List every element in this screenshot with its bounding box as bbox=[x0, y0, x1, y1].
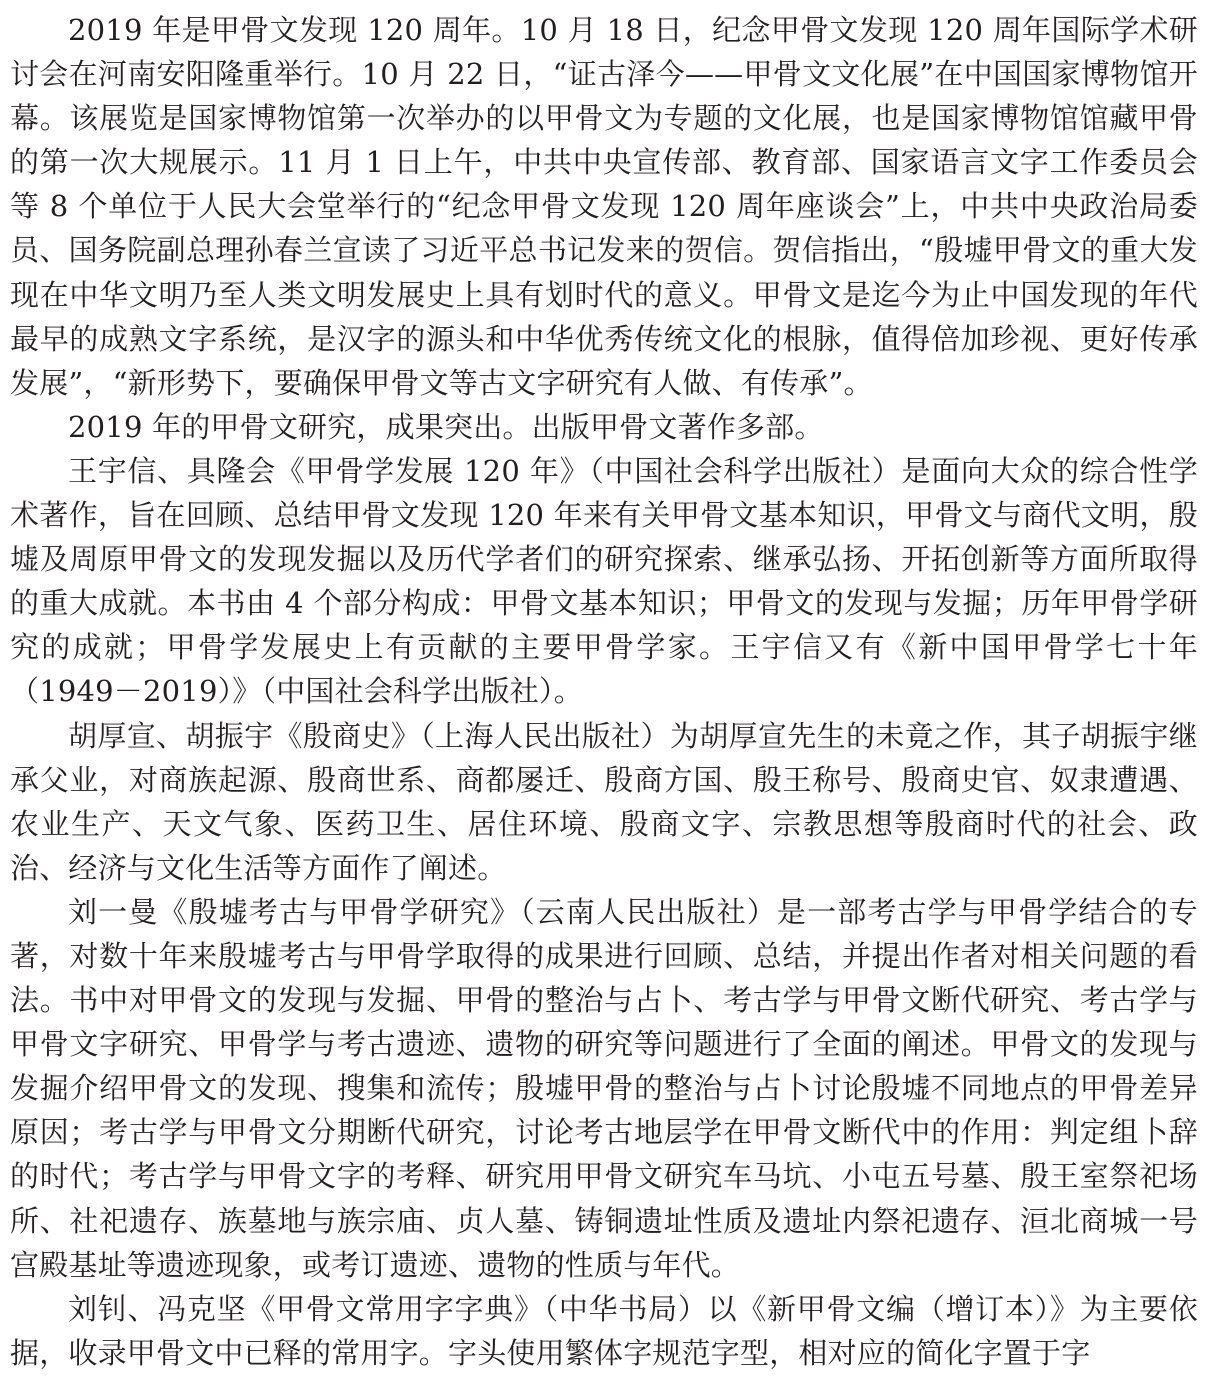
document-page bbox=[10, 8, 1198, 1375]
paragraph-liu-yiman: 刘一曼《殷墟考古与甲骨学研究》（云南人民出版社）是一部考古学与甲骨学结合的专著，对数十年来殷墟考古与甲骨学取得的成果进行回顾、总结，并提出作者对相关问题的看法。书中对甲骨文的发现与发掘、甲骨的整治与占卜、考古学与甲骨文断代研究、考古学与甲骨文字研究、甲骨学与考古遗迹、遗物的研究等问题进行了全面的阐述。甲骨文的发现与发掘介绍甲骨文的发现、搜集和流传；殷墟甲骨的整治与占卜讨论殷墟不同地点的甲骨差异原因；考古学与甲骨文分期断代研究，讨论考古地层学在甲骨文断代中的作用：判定组卜辞的时代；考古学与甲骨文字的考释、研究用甲骨文研究车马坑、小屯五号墓、殷王室祭祀场所、社祀遗存、族墓地与族宗庙、贞人墓、铸铜遗址性质及遗址内祭祀遗存、洹北商城一号宫殿基址等遗迹现象，或考订遗迹、遗物的性质与年代。 bbox=[10, 894, 1198, 1282]
paragraph-liu-zhao: 刘钊、冯克坚《甲骨文常用字字典》（中华书局）以《新甲骨文编（增订本）》为主要依据，收录甲骨文中已释的常用字。字头使用繁体字规范字型，相对应的简化字置于字 bbox=[10, 1291, 1198, 1370]
paragraph-hu-houxuan: 胡厚宣、胡振宇《殷商史》（上海人民出版社）为胡厚宣先生的未竟之作，其子胡振宇继承父业，对商族起源、殷商世系、商都屡迁、殷商方国、殷王称号、殷商史官、奴隶遭遇、农业生产、天文气象、医药卫生、居住环境、殷商文字、宗教思想等殷商时代的社会、政治、经济与文化生活等方面作了阐述。 bbox=[10, 718, 1198, 885]
paragraph-wang-yuxin: 王宇信、具隆会《甲骨学发展 120 年》（中国社会科学出版社）是面向大众的综合性学术著作，旨在回顾、总结甲骨文发现 120 年来有关甲骨文基本知识，甲骨文与商代文明，殷墟及周原甲骨文的发现发掘以及历代学者们的研究探索、继承弘扬、开拓创新等方面所取得的重大成就。本书由 4 个部分构成：甲骨文基本知识；甲骨文的发现与发掘；历年甲骨学研究的成就；甲骨学发展史上有贡献的主要甲骨学家。王宇信又有《新中国甲骨学七十年（1949－2019）》（中国社会科学出版社）。 bbox=[10, 453, 1198, 709]
paragraph-anniversary: 2019 年是甲骨文发现 120 周年。10 月 18 日，纪念甲骨文发现 120 周年国际学术研讨会在河南安阳隆重举行。10 月 22 日，“证古泽今——甲骨文文化展”在中国国家博物馆开幕。该展览是国家博物馆第一次举办的以甲骨文为专题的文化展，也是国家博物馆馆藏甲骨的第一次大规展示。11 月 1 日上午，中共中央宣传部、教育部、国家语言文字工作委员会等 8 个单位于人民大会堂举行的“纪念甲骨文发现 120 周年座谈会”上，中共中央政治局委员、国务院副总理孙春兰宣读了习近平总书记发来的贺信。贺信指出，“殷墟甲骨文的重大发现在中华文明乃至人类文明发展史上具有划时代的意义。甲骨文是迄今为止中国发现的年代最早的成熟文字系统，是汉字的源头和中华优秀传统文化的根脉，值得倍加珍视、更好传承发展”，“新形势下，要确保甲骨文等古文字研究有人做、有传承”。 bbox=[10, 13, 1198, 400]
paragraph-research-summary: 2019 年的甲骨文研究，成果突出。出版甲骨文著作多部。 bbox=[68, 409, 824, 444]
